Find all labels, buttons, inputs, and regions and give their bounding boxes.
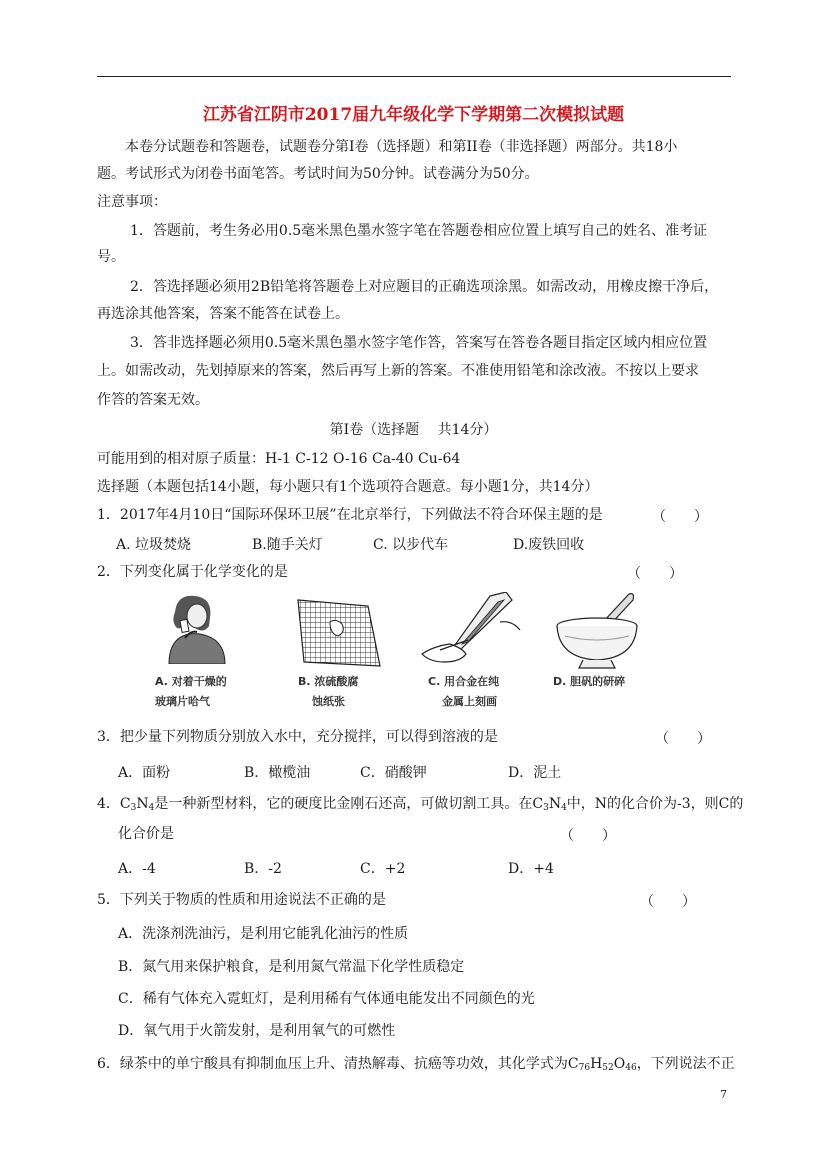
figure-d-caption-1: D. 胆矾的研碎 [553,675,626,688]
q4-number: 4． [97,796,120,812]
q4-answer-bracket: （ ） [560,828,616,844]
q4-option-c: C．+2 [360,861,406,877]
figure-c-caption-2: 金属上刻画 [442,695,497,708]
figure-a-breathing-on-glass [155,592,255,710]
intro-line-2: 题。考试形式为闭卷书面笔答。考试时间为50分钟。试卷满分为50分。 [97,166,539,182]
section-heading: 第Ⅰ卷（选择题 共14分） [329,422,498,438]
q4-option-a: A．-4 [118,861,156,877]
q5-stem: 5．下列关于物质的性质和用途说法不正确的是 [97,892,386,908]
q1-answer-bracket: （ ） [652,509,708,525]
q4-formula-2: $C_3N_4$ [532,796,567,813]
q5-option-c: C．稀有气体充入霓虹灯，是利用稀有气体通电能发出不同颜色的光 [118,991,535,1007]
note-3a: 3．答非选择题必须用0.5毫米黑色墨水签字笔作答，答案写在答卷各题目指定区域内相应位置 [130,335,708,351]
figure-a-caption-2: 玻璃片哈气 [155,695,210,708]
figure-a-caption-1: A. 对着干燥的 [155,675,227,688]
q3-stem: 3．把少量下列物质分别放入水中，充分搅拌，可以得到溶液的是 [97,729,498,745]
figure-c-scratching-metal [420,592,530,710]
q5-option-d: D．氧气用于火箭发射，是利用氧气的可燃性 [118,1023,396,1039]
q1-option-d: D.废铁回收 [513,537,585,553]
figure-b-acid-on-paper [290,592,390,710]
q2-answer-bracket: （ ） [627,566,683,582]
q6-stem-part-b: ，下列说法不正 [636,1056,735,1072]
q3-answer-bracket: （ ） [655,731,711,747]
figure-d-grinding-blue-vitriol [545,592,655,710]
note-2a: 2．答选择题必须用2B铅笔将答题卷上对应题目的正确选项涂黑。如需改动，用橡皮擦干净后， [130,279,719,295]
q3-option-a: A．面粉 [118,765,171,781]
figure-c-caption-1: C. 用合金在纯 [428,675,500,688]
intro-line-1: 本卷分试题卷和答题卷，试题卷分第Ⅰ卷（选择题）和第II卷（非选择题）两部分。共18小 [125,139,678,155]
note-2b: 再选涂其他答案，答案不能答在试卷上。 [97,306,349,322]
q4-stem-part-c: 中，N的化合价为-3，则C的 [566,796,744,812]
q2-stem: 2．下列变化属于化学变化的是 [97,564,288,580]
hand-tool-illustration [420,592,530,672]
q6-stem [97,1055,735,1073]
q1-option-a: A. 垃圾焚烧 [116,537,192,553]
q5-option-b: B．氮气用来保护粮食，是利用氮气常温下化学性质稳定 [118,959,465,975]
q4-stem-line-2: 化合价是 [118,826,174,842]
q5-answer-bracket: （ ） [640,894,696,910]
q6-stem-part-a: 6．绿茶中的单宁酸具有抑制血压上升、清热解毒、抗癌等功效，其化学式为 [97,1056,568,1072]
q3-option-c: C．硝酸钾 [360,765,427,781]
figure-b-caption-1: B. 浓硫酸腐 [298,675,359,688]
note-3b: 上。如需改动，先划掉原来的答案，然后再写上新的答案。不准使用铅笔和涂改液。不按以上要求 [97,363,699,379]
q1-option-b: B.随手关灯 [252,537,323,553]
page-number: 7 [720,1088,727,1101]
atomic-masses: 可能用到的相对原子质量：H-1 C-12 O-16 Ca-40 Cu-64 [97,451,461,467]
figure-b-caption-2: 蚀纸张 [312,695,345,708]
q4-option-d: D．+4 [508,861,554,877]
q3-option-d: D．泥土 [508,765,562,781]
q4-option-b: B．-2 [244,861,282,877]
header-rule [97,76,731,77]
notes-heading: 注意事项： [97,194,167,210]
page-title: 江苏省江阴市2017届九年级化学下学期第二次模拟试题 [202,105,625,125]
q3-option-b: B．橄榄油 [244,765,311,781]
note-1a: 1．答题前，考生务必用0.5毫米黑色墨水签字笔在答题卷相应位置上填写自己的姓名、准考证 [130,223,708,239]
q6-formula: $C_{76}H_{52}O_{46}$ [567,1056,637,1073]
note-1b: 号。 [97,249,125,265]
note-3c: 作答的答案无效。 [97,392,209,408]
q4-stem [97,795,743,813]
section-description: 选择题（本题包括14小题，每小题只有1个选项符合题意。每小题1分，共14分） [97,479,599,495]
paper-grid-illustration [290,592,385,672]
q5-option-a: A．洗涤剂洗油污，是利用它能乳化油污的性质 [118,926,409,942]
mortar-pestle-illustration [545,592,645,672]
person-illustration [155,592,255,664]
q1-option-c: C. 以步代车 [373,537,449,553]
q4-stem-part-b: 是一种新型材料，它的硬度比金刚石还高，可做切割工具。在 [154,796,533,812]
q1-stem: 1．2017年4月10日“国际环保环卫展”在北京举行，下列做法不符合环保主题的是 [97,507,603,523]
q4-formula-1: $C_3N_4$ [119,796,155,813]
